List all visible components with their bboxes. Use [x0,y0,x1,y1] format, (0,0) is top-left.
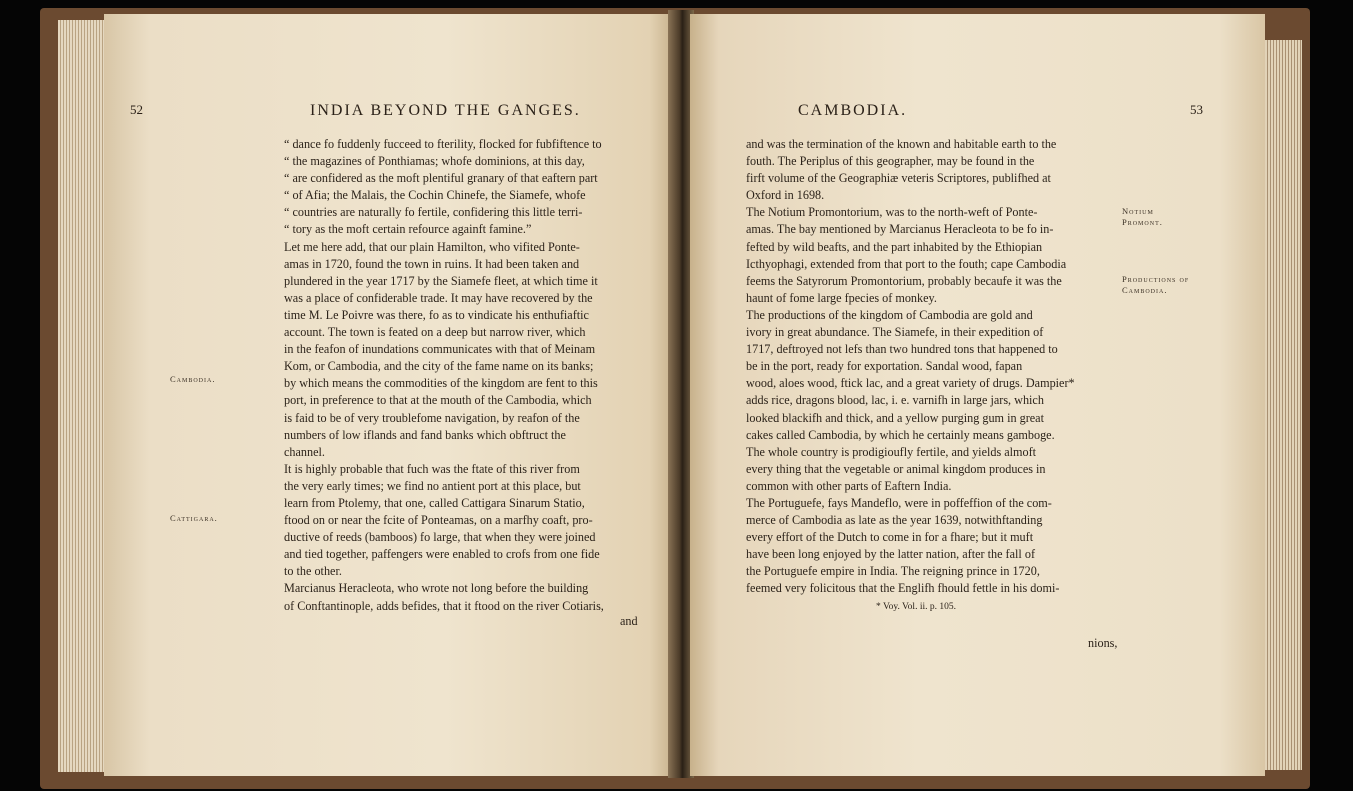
right-page [690,14,1265,776]
text-line: the Portuguefe empire in India. The reigning prince in 1720, [746,564,1040,579]
left-catchword: and [620,614,638,628]
text-line: looked blackifh and thick, and a yellow purging gum in great [746,410,1044,425]
text-line: merce of Cambodia as late as the year 1639, notwithftanding [746,513,1043,528]
text-line: ivory in great abundance. The Siamefe, in their expedition of [746,325,1044,340]
left-body-text [284,136,644,615]
text-line: plundered in the year 1717 by the Siamefe fleet, at which time it [284,273,598,288]
text-line: to the other. [284,564,342,579]
text-line: was a place of confiderable trade. It may have recovered by the [284,290,593,305]
text-line: firft volume of the Geographiæ veteris Scriptores, publifhed at [746,171,1051,186]
text-line: is faid to be of very troublefome navigation, by reafon of the [284,410,580,425]
text-line: ftood on or near the fcite of Ponteamas, on a marfhy coaft, pro- [284,513,593,528]
text-line: The Portuguefe, fays Mandeflo, were in poffeffion of the com- [746,495,1052,510]
text-line: have been long enjoyed by the latter nation, after the fall of [746,547,1036,562]
text-line: amas in 1720, found the town in ruins. It had been taken and [284,256,580,271]
text-line: time M. Le Poivre was there, fo as to vindicate his enthufiaftic [284,307,589,322]
right-body-text [746,136,1106,598]
text-line: “ of Afia; the Malais, the Cochin Chinefe, the Siamefe, whofe [284,188,586,203]
text-line: “ are confidered as the moft plentiful granary of that eaftern part [284,171,598,186]
margin-note-notium: Notium Promont. [1122,206,1163,227]
text-line: by which means the commodities of the kingdom are fent to this [284,376,598,391]
text-line: feemed very folicitous that the Englifh fhould fettle in his domi- [746,581,1060,596]
text-line: cakes called Cambodia, by which he certainly means gamboge. [746,427,1055,442]
text-line: Oxford in 1698. [746,188,825,203]
text-line: 1717, deftroyed not lefs than two hundred tons that happened to [746,342,1058,357]
text-line: and tied together, paffengers were enabled to crofs from one fide [284,547,600,562]
left-running-head: INDIA BEYOND THE GANGES. [310,102,581,119]
text-line: ductive of reeds (bamboos) fo large, that when they were joined [284,530,596,545]
text-line: haunt of fome large fpecies of monkey. [746,290,937,305]
text-line: wood, aloes wood, ftick lac, and a great variety of drugs. Dampier* [746,376,1075,391]
right-page-number: 53 [1190,102,1203,117]
text-line: “ the magazines of Ponthiamas; whofe dominions, at this day, [284,154,585,169]
text-line: account. The town is feated on a deep but narrow river, which [284,325,586,340]
text-line: learn from Ptolemy, that one, called Cattigara Sinarum Statio, [284,495,585,510]
text-line: every effort of the Dutch to come in for a fhare; but it muft [746,530,1034,545]
page-edges-left [58,20,108,772]
text-line: fefted by wild beafts, and the part inhabited by the Ethiopian [746,239,1043,254]
text-line: in the feafon of inundations communicates with that of Meinam [284,342,596,357]
text-line: “ dance fo fuddenly fucceed to fterility, flocked for fubfiftence to [284,137,602,151]
page-edges-right [1262,40,1302,770]
text-line: every thing that the vegetable or animal kingdom produces in [746,461,1046,476]
text-line: be in the port, ready for exportation. Sandal wood, fapan [746,359,1023,374]
text-line: Icthyophagi, extended from that port to the fouth; cape Cambodia [746,256,1067,271]
text-line: “ tory as the moft certain refource againft famine.” [284,222,532,237]
text-line: of Conftantinople, adds befides, that it ftood on the river Cotiaris, [284,598,604,613]
margin-note-cattigara: Cattigara. [170,513,218,523]
text-line: amas. The bay mentioned by Marcianus Heracleota to be fo in- [746,222,1054,237]
text-line: numbers of low iflands and fand banks which obftruct the [284,427,566,442]
left-page [104,14,672,776]
footnote: * Voy. Vol. ii. p. 105. [876,602,956,612]
text-line: fouth. The Periplus of this geographer, may be found in the [746,154,1035,169]
margin-note-productions: Productions of Cambodia. [1122,274,1190,295]
text-line: feems the Satyrorum Promontorium, probably becaufe it was the [746,273,1062,288]
text-line: and was the termination of the known and habitable earth to the [746,137,1057,151]
text-line: Marcianus Heracleota, who wrote not long before the building [284,581,589,596]
text-line: “ countries are naturally fo fertile, confidering this little terri- [284,205,583,220]
right-catchword: nions, [1088,636,1118,650]
left-page-number: 52 [130,102,143,117]
right-running-head: CAMBODIA. [798,102,908,119]
text-line: The productions of the kingdom of Cambodia are gold and [746,307,1033,322]
text-line: port, in preference to that at the mouth of the Cambodia, which [284,393,592,408]
margin-note-cambodia: Cambodia. [170,374,216,384]
text-line: the very early times; we find no antient port at this place, but [284,478,581,493]
text-line: Let me here add, that our plain Hamilton, who vifited Ponte- [284,239,580,254]
text-line: The Notium Promontorium, was to the north-weft of Ponte- [746,205,1038,220]
text-line: The whole country is prodigioufly fertile, and yields almoft [746,444,1037,459]
text-line: It is highly probable that fuch was the ftate of this river from [284,461,580,476]
text-line: adds rice, dragons blood, lac, i. e. varnifh in large jars, which [746,393,1044,408]
text-line: Kom, or Cambodia, and the city of the fame name on its banks; [284,359,594,374]
text-line: channel. [284,444,325,459]
text-line: common with other parts of Eaftern India. [746,478,952,493]
